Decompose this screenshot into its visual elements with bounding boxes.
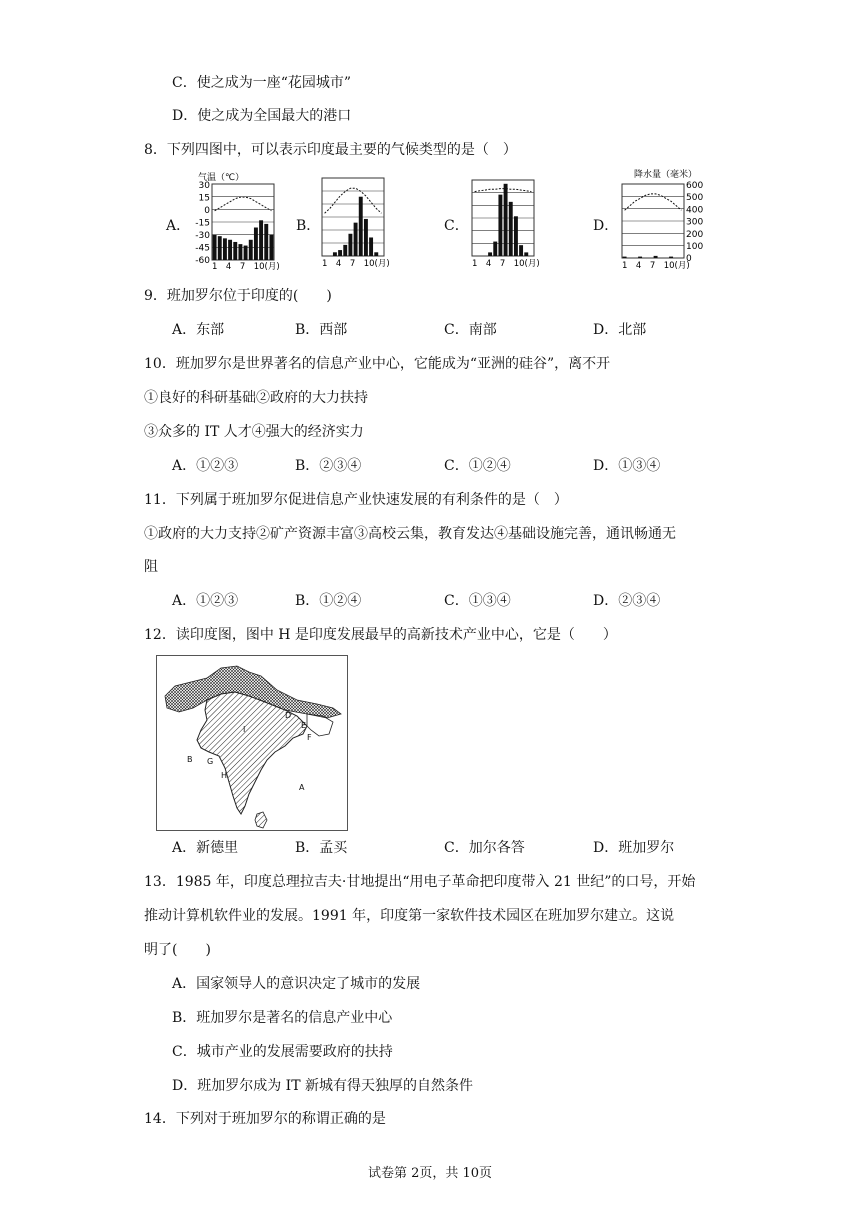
- chart-a-axis-title: 气温（℃）: [198, 173, 245, 183]
- map-sri-lanka: [255, 812, 267, 828]
- chart-d-ytick: 500: [686, 193, 704, 204]
- precip-bar: [223, 238, 227, 260]
- precip-bar: [269, 235, 273, 260]
- precip-bar: [238, 244, 242, 260]
- chart-a-ytick: -60: [195, 256, 210, 266]
- precip-bar: [249, 240, 253, 260]
- q10-option-d: D．①③④: [593, 458, 661, 474]
- q8-label-a: A．: [166, 218, 191, 234]
- precip-bar: [623, 257, 627, 258]
- chart-d-ytick: 200: [686, 229, 704, 240]
- q10-line3: ③众多的 IT 人才④强大的经济实力: [144, 424, 364, 440]
- chart-a-ytick: 30: [198, 181, 210, 191]
- q9-option-d: D．北部: [593, 322, 647, 338]
- q11-stem: 11．下列属于班加罗尔促进信息产业快速发展的有利条件的是（ ）: [144, 492, 568, 508]
- precip-bar: [218, 236, 222, 260]
- chart-d-ytick: 0: [686, 254, 692, 265]
- q9-option-a: A．东部: [172, 322, 225, 338]
- precip-bar: [669, 257, 673, 258]
- precip-bar: [374, 252, 378, 256]
- precip-bar: [364, 219, 368, 256]
- precip-bar: [259, 220, 263, 260]
- map-label-a: A: [299, 783, 305, 792]
- precip-bar: [254, 228, 258, 260]
- precip-bar: [343, 245, 347, 256]
- precip-bar: [333, 252, 337, 256]
- q13-line1: 13．1985 年，印度总理拉吉夫·甘地提出“用电子革命把印度带入 21 世纪”的口号，开始: [144, 874, 696, 890]
- precip-bar: [498, 195, 502, 256]
- climate-chart-c: [466, 172, 546, 270]
- precip-bar: [654, 256, 658, 258]
- q13-option-a: A．国家领导人的意识决定了城市的发展: [172, 976, 421, 992]
- chart-b-xticks: 1 4 7 10(月): [322, 259, 390, 269]
- precip-bar: [519, 245, 523, 256]
- q9-stem: 9．班加罗尔位于印度的( ): [144, 288, 332, 304]
- q13-option-b: B．班加罗尔是著名的信息产业中心: [172, 1010, 393, 1026]
- q10-option-a: A．①②③: [172, 458, 239, 474]
- q13-option-c: C．城市产业的发展需要政府的扶持: [172, 1044, 393, 1060]
- precip-bar: [514, 216, 518, 256]
- q13-option-d: D．班加罗尔成为 IT 新城有得天独厚的自然条件: [172, 1078, 473, 1094]
- map-label-g: G: [207, 757, 214, 766]
- q11-option-a: A．①②③: [172, 593, 239, 609]
- precip-bar: [213, 235, 217, 260]
- precip-bar: [348, 234, 352, 256]
- q11-line3: 阻: [144, 559, 158, 575]
- precip-bar: [524, 252, 528, 256]
- q9-option-b: B．西部: [295, 322, 348, 338]
- q13-line2: 推动计算机软件业的发展。1991 年，印度第一家软件技术园区在班加罗尔建立。这说: [144, 908, 675, 924]
- q11-line2: ①政府的大力支持②矿产资源丰富③高校云集，教育发达④基础设施完善，通讯畅通无: [144, 526, 676, 542]
- chart-a-ytick: 15: [198, 193, 210, 204]
- q11-option-b: B．①②④: [295, 593, 362, 609]
- map-label-b: B: [187, 755, 193, 764]
- chart-a-ytick: 0: [204, 206, 210, 216]
- map-label-e: E: [301, 721, 307, 730]
- chart-d-ytick: 100: [686, 242, 704, 252]
- chart-d-ytick: 600: [686, 181, 704, 191]
- q13-line3: 明了( ): [144, 942, 211, 958]
- chart-a-ytick: -45: [195, 243, 210, 254]
- precip-bar: [233, 242, 237, 260]
- chart-a-ytick: -15: [195, 218, 210, 229]
- climate-chart-b: [318, 174, 398, 270]
- precip-bar: [228, 240, 232, 260]
- q8-label-d: D．: [593, 218, 619, 234]
- map-label-i: I: [243, 725, 246, 734]
- page-footer: 试卷第 2页，共 10页: [367, 1166, 493, 1181]
- precip-bar: [488, 252, 492, 256]
- map-label-d: D: [285, 711, 292, 720]
- q12-option-b: B．孟买: [295, 840, 348, 856]
- q9-option-c: C．南部: [444, 322, 497, 338]
- q8-label-b: B．: [296, 218, 321, 234]
- q10-stem: 10．班加罗尔是世界著名的信息产业中心，它能成为“亚洲的硅谷”，离不开: [144, 356, 611, 372]
- chart-d-ytick: 300: [686, 217, 704, 228]
- precip-bar: [504, 184, 508, 256]
- precip-bar: [338, 250, 342, 256]
- q12-option-d: D．班加罗尔: [593, 840, 675, 856]
- climate-chart-a: [186, 170, 286, 270]
- precip-bar: [244, 246, 248, 260]
- precip-bar: [493, 242, 497, 256]
- chart-d-axis-title: 降水量（毫米）: [634, 170, 698, 180]
- q10-option-c: C．①②④: [444, 458, 511, 474]
- q11-option-c: C．①③④: [444, 593, 511, 609]
- q8-label-c: C．: [444, 218, 469, 234]
- chart-d-xticks: 1 4 7 10(月): [622, 261, 690, 270]
- chart-c-xticks: 1 4 7 10(月): [472, 259, 540, 269]
- precip-bar: [264, 224, 268, 260]
- q7-option-c: C．使之成为一座“花园城市”: [172, 75, 352, 91]
- chart-a-ytick: -30: [195, 231, 210, 241]
- q8-stem: 8．下列四图中，可以表示印度最主要的气候类型的是（ ）: [144, 142, 517, 158]
- precip-bar: [359, 197, 363, 256]
- q10-line2: ①良好的科研基础②政府的大力扶持: [144, 390, 368, 406]
- precip-bar: [354, 223, 358, 256]
- chart-d-ytick: 400: [686, 205, 704, 216]
- precip-bar: [509, 202, 513, 256]
- india-map: [156, 655, 348, 831]
- q7-option-d: D．使之成为全国最大的港口: [172, 108, 352, 124]
- q12-stem: 12．读印度图，图中 H 是印度发展最早的高新技术产业中心，它是（ ）: [144, 627, 617, 643]
- q10-option-b: B．②③④: [295, 458, 362, 474]
- q11-option-d: D．②③④: [593, 593, 661, 609]
- climate-chart-d: [616, 168, 716, 270]
- map-label-f: F: [307, 733, 312, 742]
- chart-a-xticks: 1 4 7 10(月): [212, 262, 280, 270]
- map-label-h: H: [221, 771, 228, 780]
- precip-bar: [369, 237, 373, 256]
- precip-bar: [638, 257, 642, 258]
- q12-option-a: A．新德里: [172, 840, 239, 856]
- q12-option-c: C．加尔各答: [444, 840, 525, 856]
- q14-stem: 14．下列对于班加罗尔的称谓正确的是: [144, 1111, 386, 1127]
